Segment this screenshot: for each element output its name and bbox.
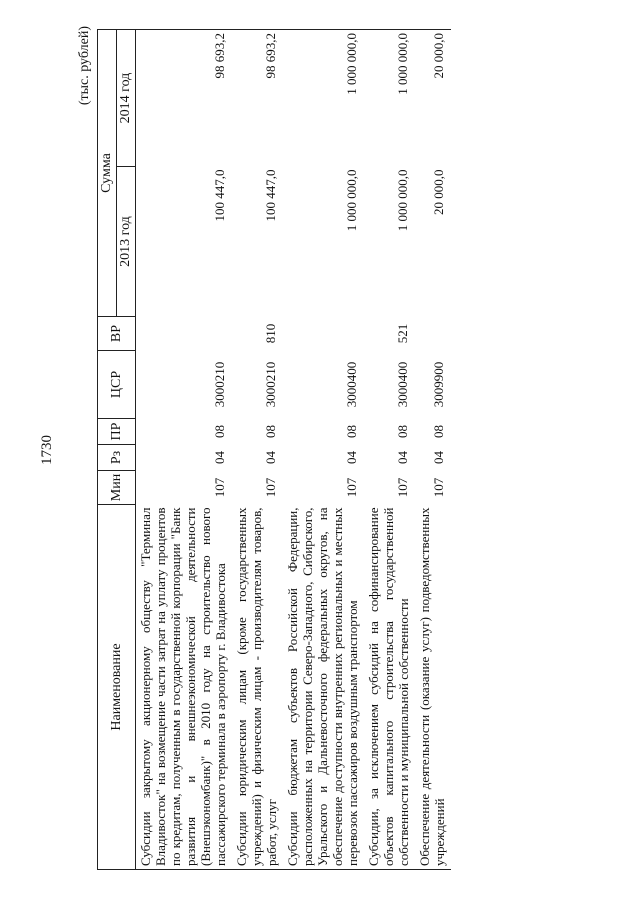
row-amount-2014: 98 693,2 [232, 30, 283, 167]
header-rz: Рз [98, 445, 136, 471]
header-csr: ЦСР [98, 351, 136, 419]
header-min: Мин [98, 471, 136, 505]
units-note: (тыс. рублей) [77, 26, 92, 106]
row-csr: 3000210 [263, 361, 278, 408]
row-amount-2013: 20 000,0 [431, 169, 446, 215]
row-min: 107 [431, 477, 446, 498]
table-row [364, 30, 415, 870]
row-pr: 08 [395, 425, 410, 438]
row-name: Субсидии, за исключением субсидий на софинансирование объектов капитального строительства государственной собственности и муниципальной собственности [364, 505, 415, 870]
row-rz: 04 [344, 451, 359, 464]
row-amount-2014: 98 693,2 [136, 30, 233, 167]
row-csr: 3000210 [212, 361, 227, 408]
row-amount-2013: 1 000 000,0 [395, 169, 410, 232]
rotated-content [35, 20, 595, 880]
row-pr: 08 [344, 425, 359, 438]
header-name: Наименование [98, 505, 136, 870]
header-vr: ВР [98, 317, 136, 351]
row-name: Субсидии закрытому акционерному обществу "Терминал Владивосток" на возмещение части затрат на уплату процентов по кредитам, полученным в государственной корпорации "Банк развития и внешнеэкономической деятельности (Внешэкономбанк)" в 2010 году на строительство нового пассажирского терминала в аэропорту г. Владивостока [136, 505, 233, 870]
row-rz: 04 [431, 451, 446, 464]
header-year-2013: 2013 год [117, 167, 136, 317]
row-pr: 08 [263, 425, 278, 438]
row-name: Субсидии юридическим лицам (кроме государственных учреждений) и физическим лицам - производителям товаров, работ, услуг [232, 505, 283, 870]
budget-table [97, 29, 451, 870]
table-row [232, 30, 283, 870]
header-year-2014: 2014 год [117, 30, 136, 167]
table-row [415, 30, 451, 870]
row-vr [415, 317, 451, 351]
row-vr [283, 317, 364, 351]
row-min: 107 [263, 477, 278, 498]
row-rz: 04 [395, 451, 410, 464]
row-rz: 04 [263, 451, 278, 464]
row-amount-2014: 1 000 000,0 [283, 30, 364, 167]
header-pr: ПР [98, 419, 136, 445]
row-amount-2014: 1 000 000,0 [364, 30, 415, 167]
table-row [283, 30, 364, 870]
row-csr: 3000400 [344, 361, 359, 408]
row-vr: 521 [395, 323, 410, 344]
row-amount-2013: 100 447,0 [212, 169, 227, 222]
row-pr: 08 [431, 425, 446, 438]
table-row [136, 30, 233, 870]
row-min: 107 [212, 477, 227, 498]
header-sum: Сумма [98, 30, 117, 317]
row-amount-2014: 20 000,0 [415, 30, 451, 167]
row-min: 107 [395, 477, 410, 498]
row-pr: 08 [212, 425, 227, 438]
row-name: Субсидии бюджетам субъектов Российской Федерации, расположенных на территории Северо-Западного, Сибирского, Уральского и Дальневосточного федеральных округов, на обеспечение доступности внутренних региональных и местных перевозок пассажиров воздушным транспортом [283, 505, 364, 870]
row-vr: 810 [263, 323, 278, 344]
row-csr: 3000400 [395, 361, 410, 408]
page-number: 1730 [39, 435, 55, 465]
row-csr: 3009900 [431, 361, 446, 408]
row-amount-2013: 100 447,0 [263, 169, 278, 222]
row-rz: 04 [212, 451, 227, 464]
row-vr [136, 317, 233, 351]
row-min: 107 [344, 477, 359, 498]
row-amount-2013: 1 000 000,0 [344, 169, 359, 232]
row-name: Обеспечение деятельности (оказание услуг) подведомственных учреждений [415, 505, 451, 870]
